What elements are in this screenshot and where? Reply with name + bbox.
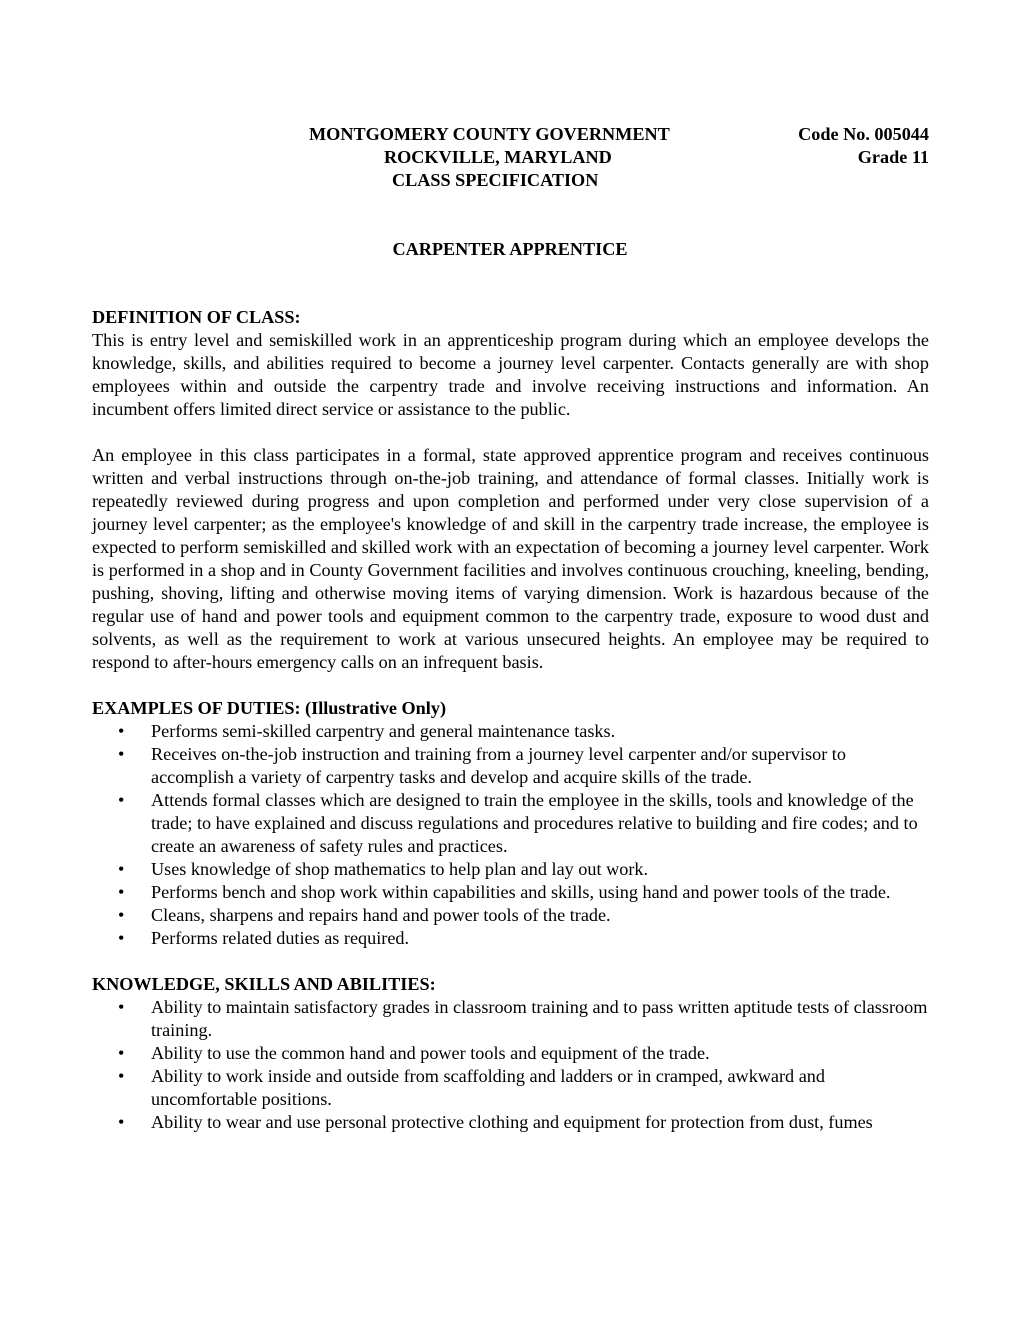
- definition-paragraph-2: An employee in this class participates in a formal, state approved apprentice program and receives continuous written and verbal instructions through on-the-job training, and attendance of formal classes. Initially work is repeatedly reviewed during progress and upon completion and performed under very close supervision of a journey level carpenter; as the employee's knowledge of and skill in the carpentry trade increase, the employee is expected to perform semiskilled and skilled work with an expectation of becoming a journey level carpenter. Work is performed in a shop and in County Government facilities and involves continuous crouching, kneeling, bending, pushing, shoving, lifting and otherwise moving items of varying dimension. Work is hazardous because of the regular use of hand and power tools and equipment common to the carpentry trade, exposure to wood dust and solvents, as well as the requirement to work at various unsecured heights. An employee may be required to respond to after-hours emergency calls on an infrequent basis.: [92, 445, 929, 672]
- duties-list: [92, 720, 929, 950]
- bullet-icon: •: [118, 882, 125, 902]
- list-item: • Ability to maintain satisfactory grades in classroom training and to pass written aptitude tests of classroom training.: [118, 997, 928, 1040]
- list-item: • Ability to use the common hand and power tools and equipment of the trade.: [118, 1043, 710, 1063]
- document-body: [92, 306, 929, 1134]
- list-item: • Performs semi-skilled carpentry and general maintenance tasks.: [118, 721, 616, 741]
- grade: Grade 11: [857, 147, 929, 167]
- job-title: CARPENTER APPRENTICE: [392, 239, 628, 259]
- doc-type: CLASS SPECIFICATION: [392, 170, 599, 190]
- org-name: MONTGOMERY COUNTY GOVERNMENT: [309, 124, 670, 144]
- duties-heading: EXAMPLES OF DUTIES: (Illustrative Only): [92, 698, 446, 718]
- list-item: • Performs bench and shop work within capabilities and skills, using hand and power tools of the trade.: [118, 882, 891, 902]
- bullet-icon: •: [118, 1066, 125, 1086]
- list-item: • Performs related duties as required.: [118, 928, 410, 948]
- list-item: • Ability to wear and use personal protective clothing and equipment for protection from dust, fumes: [118, 1112, 873, 1132]
- bullet-icon: •: [118, 859, 125, 879]
- list-item: • Cleans, sharpens and repairs hand and power tools of the trade.: [118, 905, 611, 925]
- bullet-icon: •: [118, 928, 125, 948]
- location: ROCKVILLE, MARYLAND: [384, 147, 612, 167]
- bullet-icon: •: [118, 997, 125, 1017]
- ksa-heading: KNOWLEDGE, SKILLS AND ABILITIES:: [92, 974, 436, 994]
- definition-paragraph-1: This is entry level and semiskilled work in an apprenticeship program during which an employee develops the knowledge, skills, and abilities required to become a journey level carpenter. Contacts generally are with shop employees within and outside the carpentry trade and involve receiving instructions and information. An incumbent offers limited direct service or assistance to the public.: [92, 330, 929, 419]
- code-number: Code No. 005044: [798, 124, 929, 144]
- list-item: • Attends formal classes which are designed to train the employee in the skills, tools and knowledge of the trade; to have explained and discuss regulations and procedures relative to building and fire codes; and to create an awareness of safety rules and practices.: [118, 790, 918, 856]
- bullet-icon: •: [118, 905, 125, 925]
- list-item: • Uses knowledge of shop mathematics to help plan and lay out work.: [118, 859, 649, 879]
- ksa-list: [92, 996, 929, 1134]
- list-item: • Ability to work inside and outside from scaffolding and ladders or in cramped, awkward and uncomfortable positions.: [118, 1066, 825, 1109]
- bullet-icon: •: [118, 790, 125, 810]
- list-item: • Receives on-the-job instruction and training from a journey level carpenter and/or supervisor to accomplish a variety of carpentry tasks and develop and acquire skills of the trade.: [118, 744, 846, 787]
- definition-heading: DEFINITION OF CLASS:: [92, 307, 301, 327]
- bullet-icon: •: [118, 1112, 125, 1132]
- bullet-icon: •: [118, 1043, 125, 1063]
- bullet-icon: •: [118, 744, 125, 764]
- bullet-icon: •: [118, 721, 125, 741]
